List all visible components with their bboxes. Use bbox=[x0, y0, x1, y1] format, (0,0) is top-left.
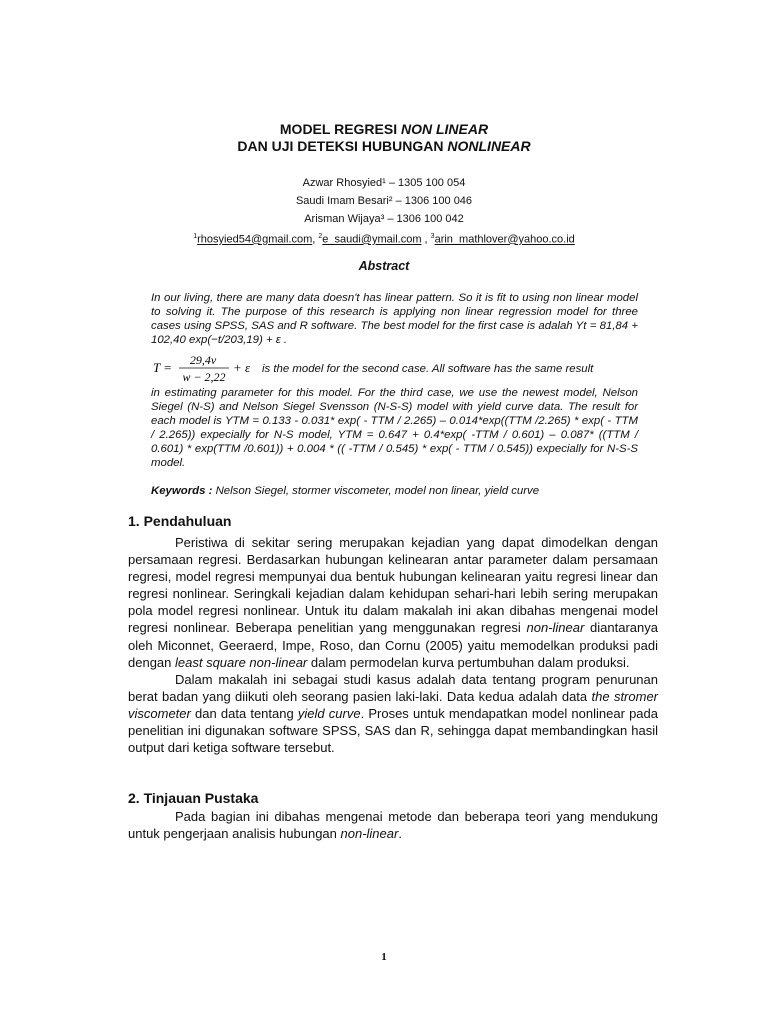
email-superscript: 2 bbox=[318, 233, 323, 240]
body-paragraph bbox=[128, 671, 658, 756]
body-text: Dalam makalah ini sebagai studi kasus adalah data tentang program penurunan berat badan yang diikuti oleh seorang pasien laki-laki. Data kedua adalah data bbox=[128, 671, 658, 704]
title-text: DAN UJI DETEKSI HUBUNGAN bbox=[237, 138, 448, 154]
body-text: Peristiwa di sekitar sering merupakan kejadian yang dapat dimodelkan dengan persamaan regresi. Berdasarkan hubungan kelinearan antar parameter dalam persamaan regresi, model regresi mempunyai dua bentuk hubungan kelinearan yaitu regresi linear dan regresi nonlinear. Seringkali kejadian dalam kehidupan sehari-hari lebih sering merupakan pola model regresi nonlinear. Untuk itu dalam makalah ini akan dibahas mengenai model regresi nonlinear. Beberapa penelitian yang menggunakan regresi bbox=[128, 535, 658, 636]
abstract-paragraph-1 bbox=[151, 291, 638, 347]
paper-title-line-1 bbox=[0, 121, 768, 137]
emphasis-text: non-linear bbox=[526, 620, 585, 636]
email-link-1[interactable]: rhosyied54@gmail.com bbox=[197, 233, 313, 246]
keywords-label: Keywords : bbox=[151, 485, 213, 497]
author-2: Saudi Imam Besari² – 1306 100 046 bbox=[295, 195, 473, 207]
email-link-3[interactable]: arin_mathlover@yahoo.co.id bbox=[434, 233, 575, 246]
section-body-pendahuluan bbox=[128, 534, 658, 756]
body-text: Pada bagian ini dibahas mengenai metode dan beberapa teori yang mendukung untuk pengerjaan analisis hubungan bbox=[128, 809, 658, 842]
equation-tail: + ε bbox=[233, 360, 251, 375]
section-body-tinjauan-pustaka bbox=[128, 808, 658, 842]
body-text: . Proses untuk mendapatkan model nonlinear pada penelitian ini digunakan software SPSS, SAS dan R, sehingga dapat membandingkan hasil output dari ketiga software tersebut. bbox=[128, 705, 658, 756]
abstract-paragraph-2 bbox=[151, 386, 638, 470]
abstract-text: In our living, there are many data doesn't has linear pattern. So it is fit to using non linear model to solving it. The purpose of this research is applying non linear regression model for three cases using SPSS, SAS and R software. The best model for the first case is adalah Yt = 81,84 + 102,40 exp(−t/203,19) + ε . bbox=[151, 292, 638, 346]
author-1: Azwar Rhosyied¹ – 1305 100 054 bbox=[302, 177, 466, 189]
equation-caption: is the model for the second case. All software has the same result bbox=[262, 363, 594, 375]
equation-numerator: 29,4v bbox=[189, 353, 217, 367]
title-emphasis: NONLINEAR bbox=[447, 138, 531, 154]
page-number: 1 bbox=[381, 951, 387, 963]
body-text: dan data tentang bbox=[190, 705, 298, 721]
body-paragraph bbox=[128, 534, 658, 671]
body-paragraph bbox=[128, 808, 658, 842]
section-heading-tinjauan-pustaka: 2. Tinjauan Pustaka bbox=[128, 790, 259, 806]
keywords-line bbox=[151, 485, 539, 497]
emphasis-text: the stromer viscometer bbox=[128, 688, 659, 721]
abstract-heading: Abstract bbox=[358, 259, 410, 273]
model-equation bbox=[151, 352, 259, 386]
email-separator: , bbox=[312, 233, 319, 246]
equation-denominator: w − 2,22 bbox=[182, 370, 226, 384]
paper-title-line-2 bbox=[0, 138, 768, 154]
author-block bbox=[0, 174, 768, 246]
title-text: MODEL REGRESI bbox=[279, 121, 401, 137]
email-superscript: 1 bbox=[193, 233, 198, 240]
keywords-text: Nelson Siegel, stormer viscometer, model non linear, yield curve bbox=[212, 485, 540, 497]
author-3: Arisman Wijaya³ – 1306 100 042 bbox=[304, 213, 464, 225]
section-heading-pendahuluan: 1. Pendahuluan bbox=[128, 513, 232, 529]
equation-lhs: T = bbox=[153, 360, 173, 375]
author-emails bbox=[0, 228, 768, 246]
emphasis-text: least square non-linear bbox=[175, 654, 308, 670]
body-text: diantaranya oleh Miconnet, Geeraerd, Impe, Roso, dan Cornu (2005) yaitu memodelkan produksi padi dengan bbox=[128, 620, 658, 670]
emphasis-text: non-linear bbox=[340, 826, 399, 842]
emphasis-text: yield curve bbox=[297, 705, 361, 721]
email-link-2[interactable]: e_saudi@ymail.com bbox=[322, 233, 422, 246]
abstract-text: in estimating parameter for this model. For the third case, we use the newest model, Nelson Siegel (N-S) and Nelson Siegel Svensson (N-S-S) model with yield curve data. The result for each model is YTM = 0.133 - 0.031* exp( - TTM / 2.265) – 0.014*exp((TTM /2.265) * exp( - TTM / 2.265)) expecially for N-S model, YTM = 0.647 + 0.4*exp( -TTM / 0.601) – 0.087* ((TTM / 0.601) * exp(TTM /0.601)) + 0.004 * (( -TTM / 0.545) * exp( - TTM / 0.545)) expecially for N-S-S model. bbox=[151, 387, 638, 469]
body-text: dalam permodelan kurva pertumbuhan dalam produksi. bbox=[307, 654, 630, 670]
email-separator: , bbox=[421, 233, 431, 246]
email-superscript: 3 bbox=[430, 233, 435, 240]
title-emphasis: NON LINEAR bbox=[400, 121, 489, 137]
abstract-equation-line bbox=[151, 352, 638, 386]
body-text: . bbox=[398, 826, 402, 842]
